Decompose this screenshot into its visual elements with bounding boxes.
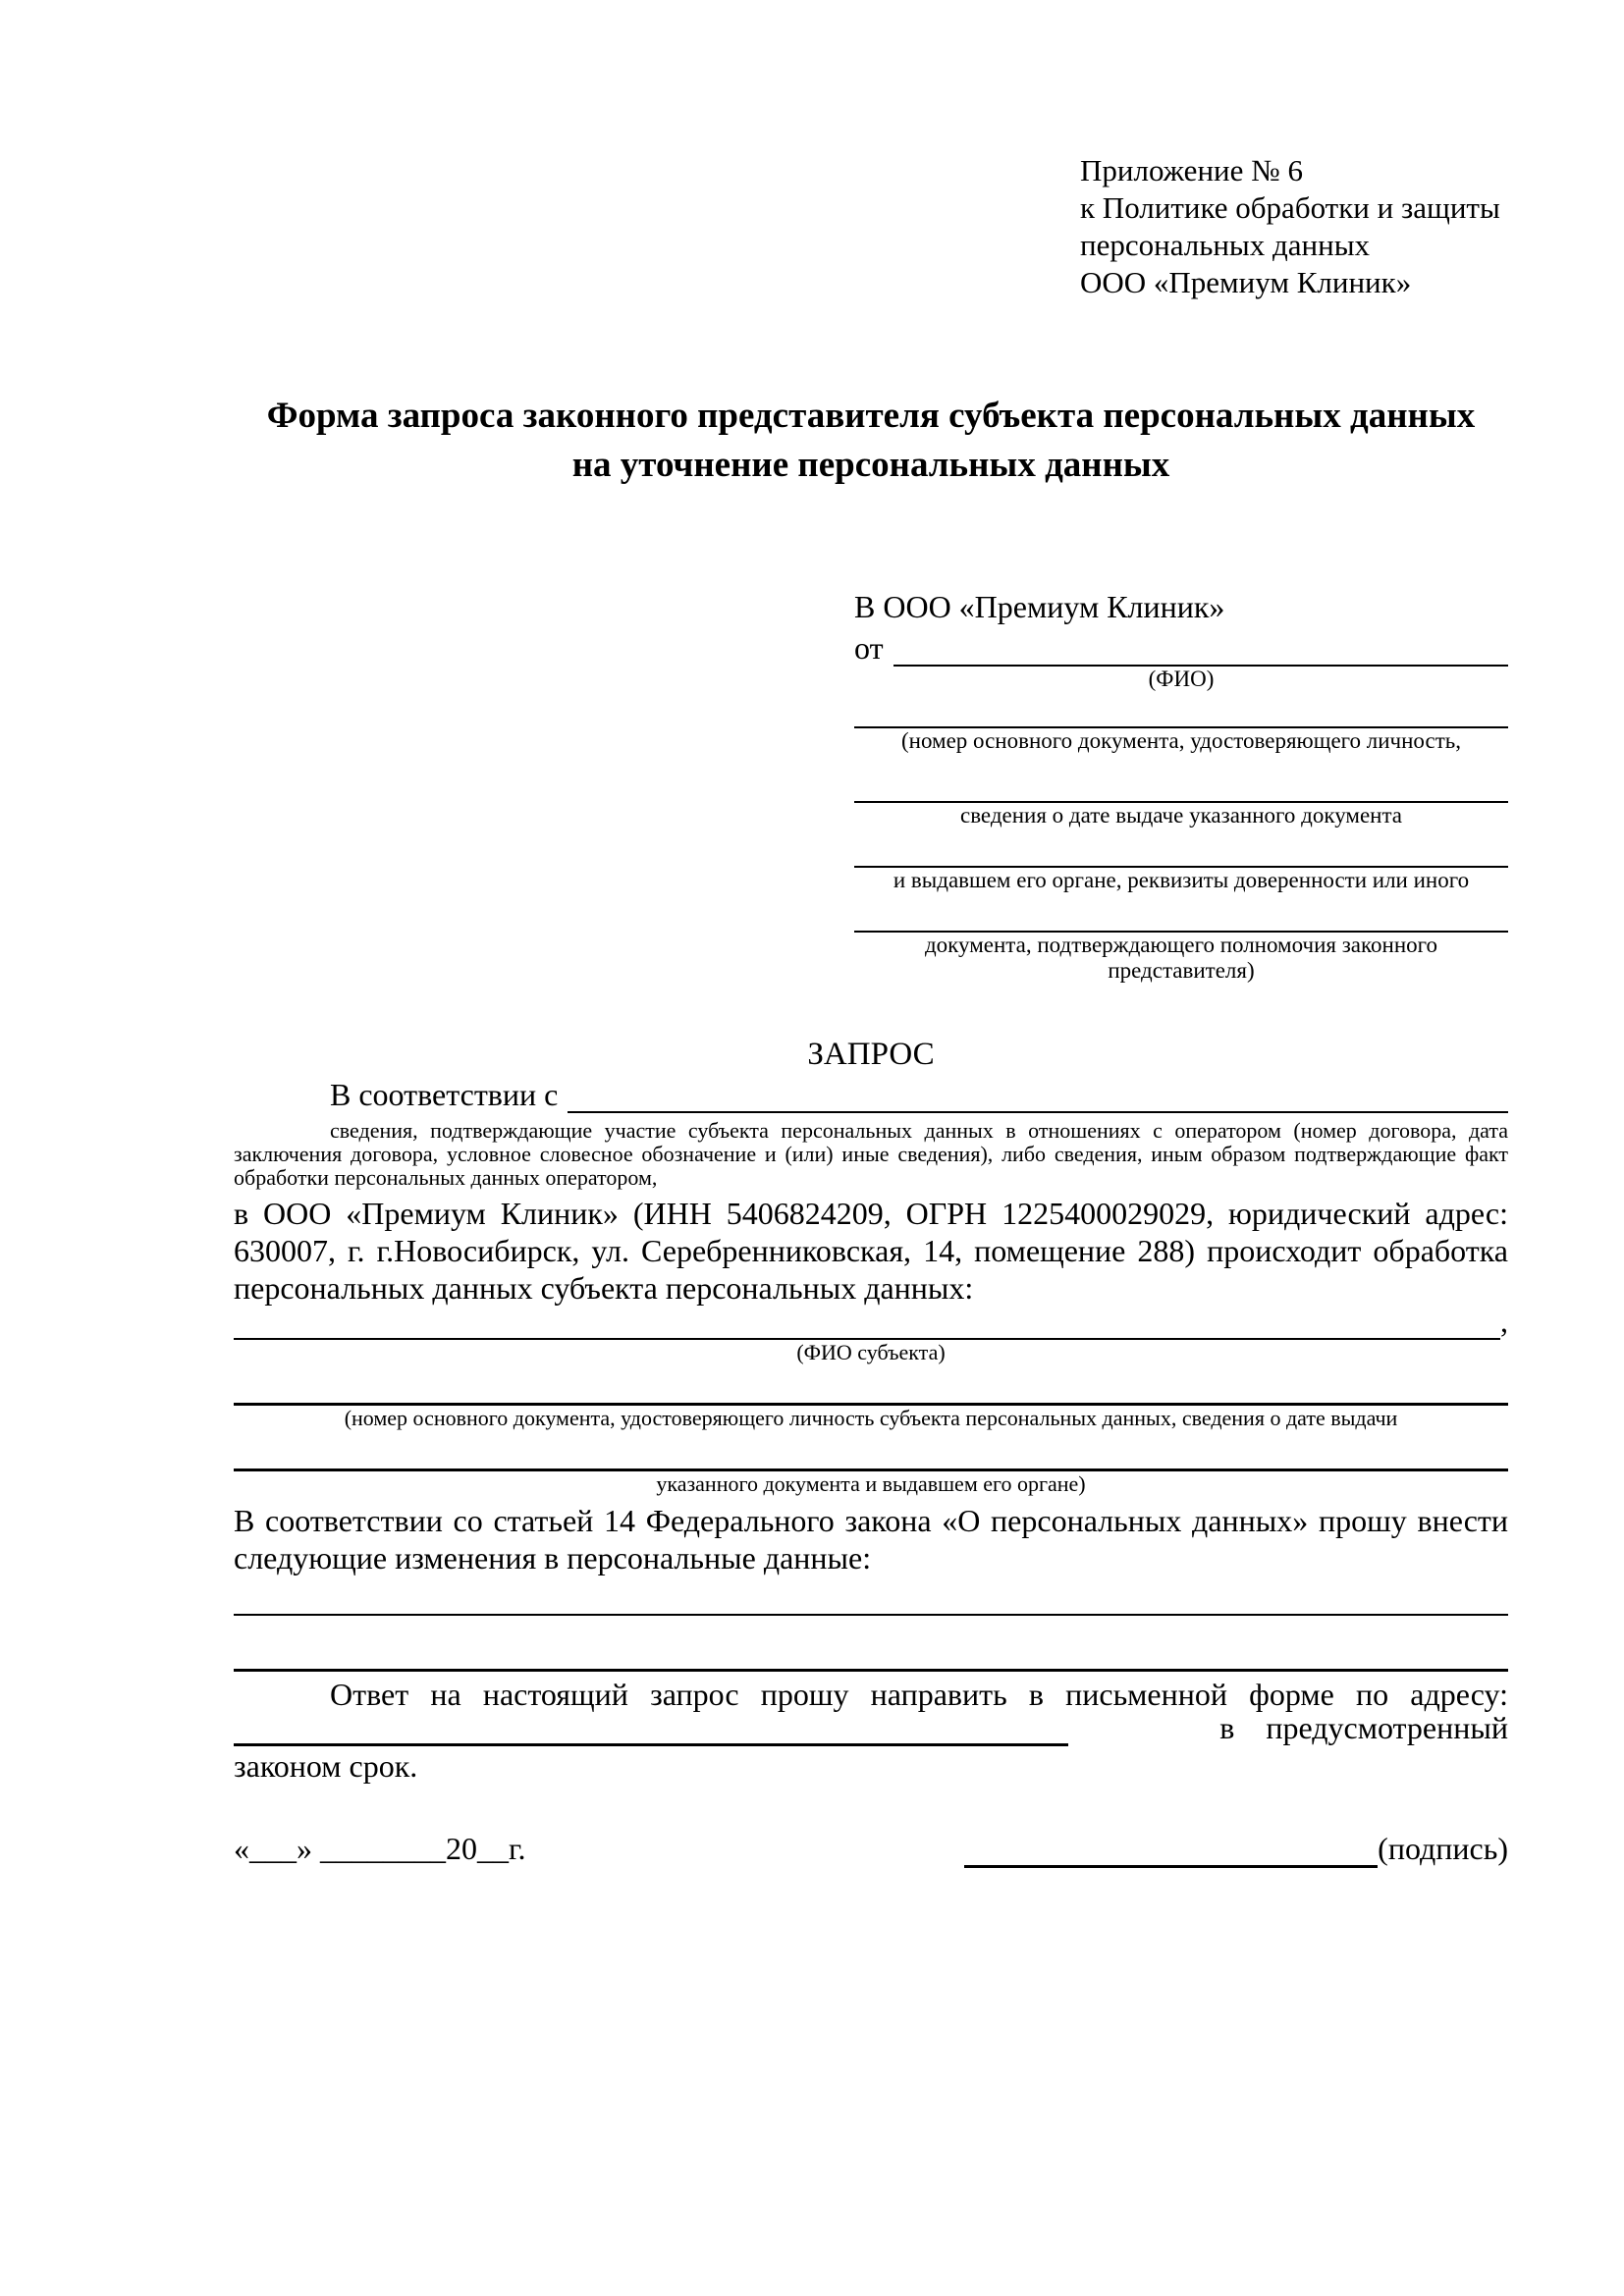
date-signature-row (234, 1829, 1508, 1868)
subject-fio-caption: (ФИО субъекта) (796, 1340, 946, 1364)
from-row (854, 625, 1508, 667)
signature-caption: (подпись) (1378, 1831, 1508, 1866)
doc-field-line (854, 828, 1508, 868)
reply-sentence: Ответ на настоящий запрос прошу направить в письменной форме по адресу: (330, 1677, 1508, 1712)
doc-field-line (854, 754, 1508, 803)
fio-caption: (ФИО) (1148, 667, 1215, 691)
law-paragraph: В соответствии со статьей 14 Федерального закона «О персональных данных» прошу внести следующие изменения в персональные данные: (234, 1503, 1508, 1575)
intro-label: В соответствии с (330, 1077, 559, 1112)
changes-field-line (234, 1616, 1508, 1672)
annex-line: персональных данных (1080, 228, 1371, 262)
doc-field-line (854, 893, 1508, 933)
addressee-organization: В ООО «Премиум Клиник» (854, 589, 1225, 624)
reply-tail-line: законом срок. (234, 1748, 418, 1784)
subject-doc-caption: указанного документа и выдавшем его органе) (656, 1471, 1086, 1496)
operator-paragraph: в ООО «Премиум Клиник» (ИНН 5406824209, ОГРН 1225400029029, юридический адрес: 630007, г. г.Новосибирск, ул. Серебренниковская, 14, помещение 288) происходит обработка персональных данных субъекта персональных данных: (234, 1196, 1508, 1306)
document-title-line: на уточнение персональных данных (571, 445, 1170, 485)
subject-doc-field-line (234, 1431, 1508, 1471)
doc-caption: документа, подтверждающего полномочия законного представителя) (924, 933, 1437, 983)
annex-line: к Политике обработки и защиты (1080, 190, 1500, 225)
document-title (234, 392, 1508, 490)
annex-line: Приложение № 6 (1080, 153, 1303, 187)
doc-field-line (854, 692, 1508, 728)
intro-field-line (568, 1111, 1508, 1113)
changes-field-line (234, 1576, 1508, 1616)
doc-caption: и выдавшем его органе, реквизиты доверенности или иного (893, 868, 1470, 892)
subject-fio-row (234, 1304, 1508, 1340)
signature-field-line (964, 1836, 1378, 1868)
intro-caption: сведения, подтверждающие участие субъекта персональных данных в отношениях с оператором (номер договора, дата заключения договора, условное словесное обозначение и (или) иные сведения), либо сведения, иным образом подтверждающие факт обработки персональных данных оператором, (234, 1118, 1508, 1190)
date-template: «___» ________20__г. (234, 1831, 526, 1866)
intro-row (234, 1074, 1508, 1113)
annex-line: ООО «Премиум Клиник» (1080, 265, 1412, 299)
subject-comma: , (1500, 1304, 1508, 1339)
addressee-block (854, 588, 1508, 984)
document-title-line: Форма запроса законного представителя субъекта персональных данных (266, 396, 1476, 436)
doc-caption: сведения о дате выдаче указанного документа (959, 803, 1403, 828)
reply-tail: в предусмотренный (1219, 1710, 1508, 1745)
request-heading: ЗАПРОС (807, 1037, 935, 1072)
subject-doc-field-line (234, 1365, 1508, 1406)
doc-caption: (номер основного документа, удостоверяющего личность, (900, 728, 1461, 753)
annex-block (1080, 152, 1508, 301)
subject-doc-caption: (номер основного документа, удостоверяющего личность субъекта персональных данных, сведения о дате выдачи (344, 1406, 1398, 1430)
reply-address-row (234, 1710, 1508, 1746)
from-label: от (854, 630, 884, 666)
